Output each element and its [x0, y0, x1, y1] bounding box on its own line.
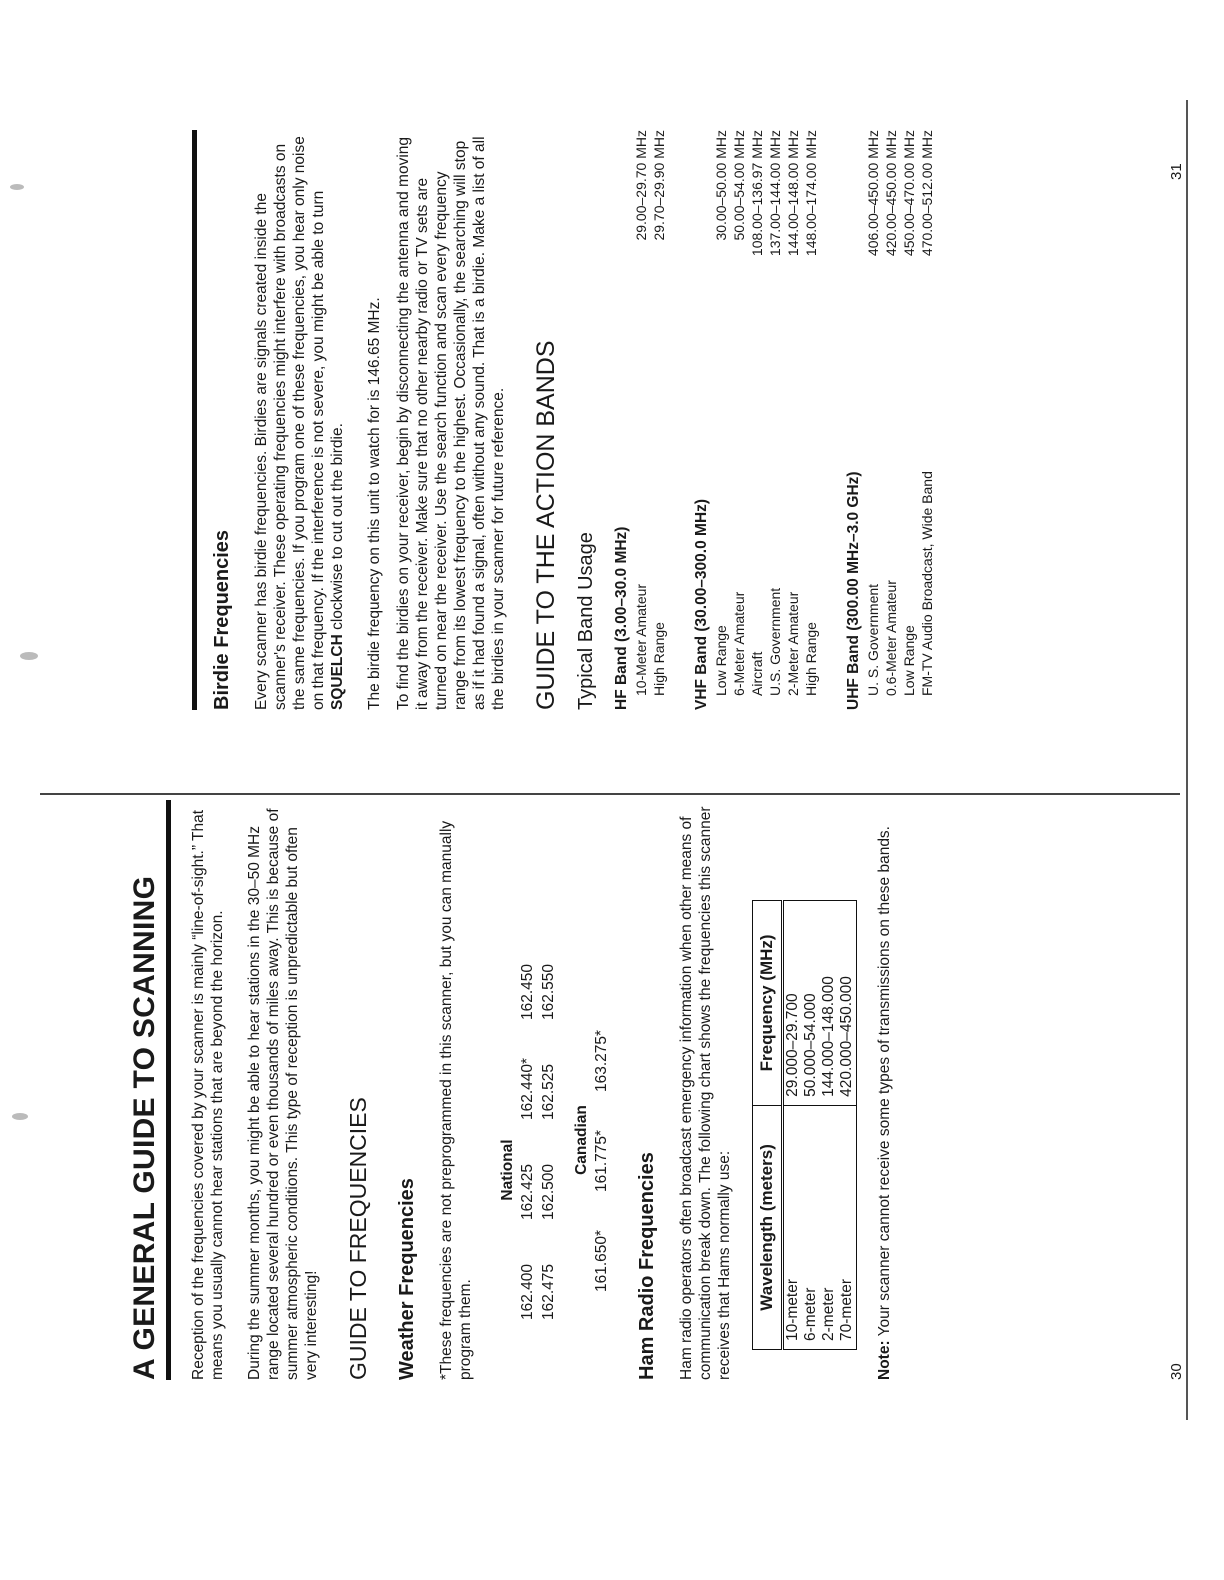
intro-paragraph-1: Reception of the frequencies covered by your scanner is mainly “line-of-sight.” That means you usually cannot hear stations that are beyond the horizon.: [190, 809, 226, 1380]
table-header: Wavelength (meters): [753, 1105, 783, 1349]
national-freq: 162.425: [519, 1163, 536, 1220]
band-range: 406.00–450.00 MHz: [865, 130, 881, 257]
scan-speck: [20, 652, 38, 660]
band-range: 29.00–29.70 MHz: [633, 130, 649, 241]
band-range: 29.70–29.90 MHz: [651, 130, 667, 241]
band-range: 137.00–144.00 MHz: [767, 130, 783, 257]
band-range: 470.00–512.00 MHz: [919, 130, 935, 257]
national-frequency-grid-row2: [538, 800, 559, 1320]
band-row: [632, 130, 650, 710]
intro-paragraph-2: During the summer months, you might be able to hear stations in the 30–50 MHz range located several hundred or even thousands of miles away. This is because of summer atmospheric conditions. This type of reception is unpredictable but often very interesting!: [246, 808, 320, 1380]
scan-speck: [10, 184, 24, 190]
national-label: National: [499, 1139, 516, 1201]
ham-heading: Ham Radio Frequencies: [636, 1152, 658, 1380]
table-header: Frequency (MHz): [753, 901, 783, 1106]
band-name: 0.6-Meter Amateur: [883, 580, 899, 696]
band-range: 30.00–50.00 MHz: [713, 130, 729, 241]
weather-note: *These frequencies are not preprogrammed in this scanner, but you can manually program them.: [438, 820, 474, 1380]
note-paragraph: [875, 800, 894, 1380]
frequency-cell: 420.000–450.000: [838, 901, 857, 1106]
band-row: [864, 130, 882, 710]
band-name: Low Range: [713, 625, 729, 696]
birdie-paragraph-2: The birdie frequency on this unit to watch for is 146.65 MHz.: [366, 297, 383, 710]
note-label: Note:: [876, 1340, 893, 1380]
national-freq: 162.400: [519, 1263, 536, 1320]
wavelength-cell: 2-meter: [820, 1287, 837, 1341]
frequency-cell: 50.000–54.000: [802, 901, 820, 1106]
band-range: 450.00–470.00 MHz: [901, 130, 917, 257]
wavelength-cell: 10-meter: [784, 1278, 801, 1341]
canadian-label: Canadian: [573, 1105, 590, 1175]
band-name: 10-Meter Amateur: [633, 583, 649, 696]
page-number-right: 31: [1168, 163, 1185, 180]
band-row: [900, 130, 918, 710]
vhf-band-heading: VHF Band (30.00–300.0 MHz): [693, 498, 710, 710]
canadian-freq: 163.275*: [593, 1029, 610, 1092]
band-row: [802, 130, 820, 710]
band-row: [650, 130, 668, 710]
weather-heading: Weather Frequencies: [396, 1178, 418, 1380]
typical-band-heading: Typical Band Usage: [575, 532, 597, 710]
squelch-label: SQUELCH: [329, 634, 346, 710]
band-name: High Range: [803, 622, 819, 696]
wavelength-cell: 6-meter: [802, 1287, 819, 1341]
frequency-cell: 29.000–29.700: [783, 901, 803, 1106]
birdie-paragraph-1: [252, 130, 347, 710]
band-name: High Range: [651, 622, 667, 696]
band-range: 108.00–136.97 MHz: [749, 130, 765, 257]
table-row: [783, 901, 803, 1350]
page-edge-line: [1186, 100, 1188, 1420]
band-range: 144.00–148.00 MHz: [785, 130, 801, 257]
top-rule: [192, 130, 197, 710]
canadian-frequency-grid: [591, 800, 612, 1292]
band-name: U. S. Government: [865, 583, 881, 696]
page-number-left: 30: [1168, 1363, 1185, 1380]
band-range: 50.00–54.00 MHz: [731, 130, 747, 241]
note-text: Your scanner cannot receive some types of transmissions on these bands.: [876, 826, 893, 1337]
table-row: [802, 901, 820, 1350]
page-title: A GENERAL GUIDE TO SCANNING: [128, 875, 161, 1380]
band-range: 148.00–174.00 MHz: [803, 130, 819, 257]
wavelength-cell: 70-meter: [838, 1278, 855, 1341]
national-freq: 162.525: [540, 1063, 557, 1120]
national-frequency-grid: [517, 800, 538, 1320]
band-range: 420.00–450.00 MHz: [883, 130, 899, 257]
band-name: Aircraft: [749, 651, 765, 696]
table-row: [820, 901, 838, 1350]
national-freq: 162.475: [540, 1263, 557, 1320]
band-name: 2-Meter Amateur: [785, 591, 801, 696]
hf-band-heading: HF Band (3.00–30.0 MHz): [613, 526, 630, 710]
national-freq: 162.440*: [519, 1057, 536, 1120]
national-freq: 162.500: [540, 1163, 557, 1220]
band-name: Low Range: [901, 625, 917, 696]
action-bands-heading: GUIDE TO THE ACTION BANDS: [532, 340, 560, 710]
ham-frequency-table: [752, 900, 857, 1350]
band-row: [882, 130, 900, 710]
ham-paragraph: Ham radio operators often broadcast emergency information when other means of communication break down. The following chart shows the frequencies this scanner receives that Hams normally use:: [678, 806, 733, 1380]
birdie-heading: Birdie Frequencies: [211, 529, 233, 710]
band-name: FM-TV Audio Broadcast, Wide Band: [919, 471, 935, 696]
band-name: U.S. Government: [767, 587, 783, 696]
canadian-freq: 161.650*: [593, 1229, 610, 1292]
band-row: [730, 130, 748, 710]
uhf-band-heading: UHF Band (300.00 MHz–3.0 GHz): [845, 471, 862, 710]
birdie-paragraph-3: To find the birdies on your receiver, begin by disconnecting the antenna and moving it away from the receiver. Make sure that no other nearby radio or TV sets are turned on near the receiver. Use the search function and scan every frequency range from its lowest frequency to the highest. Occasionally, the searching will stop as if it had found a signal, often without any sound. That is a birdie. Make a list of all the birdies in your scanner for future reference.: [395, 136, 507, 710]
national-freq: 162.550: [540, 963, 557, 1020]
frequency-cell: 144.000–148.000: [820, 901, 838, 1106]
national-freq: 162.450: [519, 963, 536, 1020]
band-row: [918, 130, 936, 710]
birdie-text-a: Every scanner has birdie frequencies. Birdies are signals created inside the scanner's receiver. These operating frequencies might interfere with broadcasts on the same frequencies. If you program one of these frequencies, you hear only noise on that frequency. If the interference is not severe, you might be able to turn: [253, 136, 327, 710]
band-name: 6-Meter Amateur: [731, 591, 747, 696]
band-row: [784, 130, 802, 710]
band-row: [712, 130, 730, 710]
birdie-text-b: clockwise to cut out the birdie.: [329, 423, 346, 635]
center-fold-line: [40, 794, 1180, 796]
scan-speck: [12, 1113, 28, 1120]
right-page: [210, 130, 936, 710]
left-page: [128, 800, 894, 1380]
band-row: [766, 130, 784, 710]
guide-frequencies-heading: GUIDE TO FREQUENCIES: [345, 1097, 371, 1380]
canadian-freq: 161.775*: [593, 1129, 610, 1192]
table-row: [838, 901, 857, 1350]
band-row: [748, 130, 766, 710]
